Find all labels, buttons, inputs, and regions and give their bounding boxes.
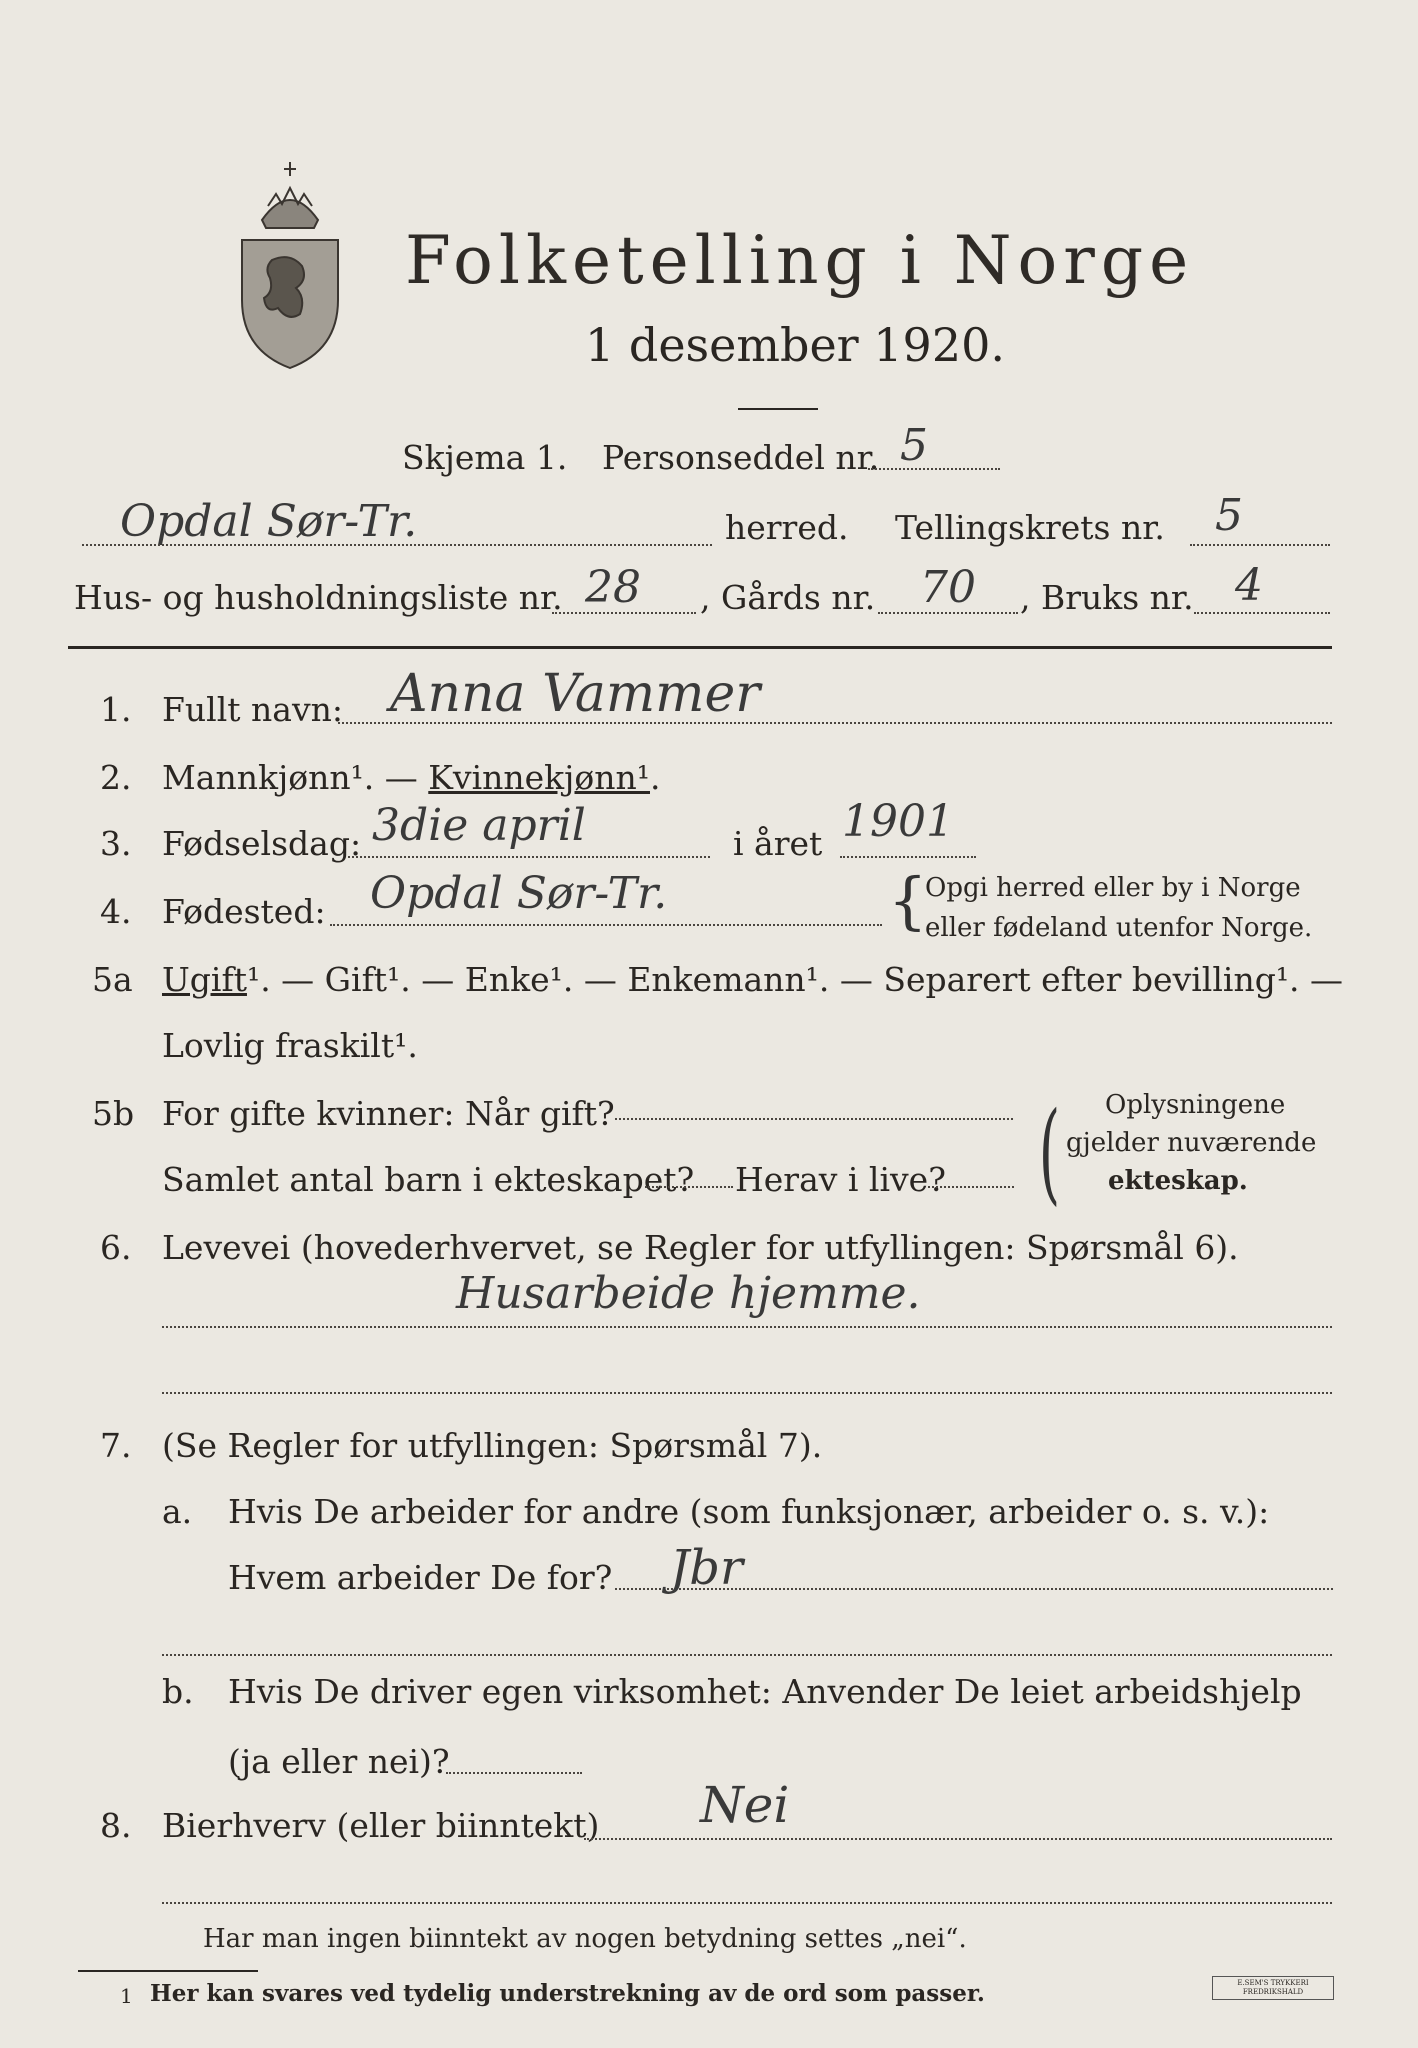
birth-year-value[interactable]: 1901 — [842, 796, 954, 847]
title-divider — [738, 408, 818, 410]
fraskilt-option[interactable]: Lovlig fraskilt¹. — [162, 1026, 418, 1065]
q8-line-2 — [162, 1902, 1332, 1904]
q8-label: Bierhverv (eller biinntekt) — [162, 1806, 600, 1845]
herred-value[interactable]: Opdal Sør-Tr. — [120, 496, 418, 547]
hired-help-line — [446, 1772, 582, 1774]
herred-line — [82, 544, 712, 546]
schema-label: Skjema 1. — [402, 438, 568, 477]
footnote-text: Her kan svares ved tydelig understrekning av de ord som passer. — [150, 1980, 985, 2007]
q3-line — [348, 856, 710, 858]
children-line — [645, 1186, 733, 1188]
husliste-label: Hus- og husholdningsliste nr. — [74, 578, 563, 617]
birthplace-value[interactable]: Opdal Sør-Tr. — [370, 868, 668, 919]
personseddel-label: Personseddel nr. — [602, 438, 880, 477]
q5b-alive-label: Herav i live? — [735, 1160, 946, 1199]
q2-label — [162, 758, 661, 797]
footnote-rule — [78, 1970, 258, 1972]
q4-line — [330, 924, 882, 926]
q5b-note-2: gjelder nuværende — [1066, 1128, 1317, 1158]
q5b-number: 5b — [92, 1094, 135, 1133]
printer-stamp: E.SEM'S TRYKKERI FREDRIKSHALD — [1212, 1976, 1334, 2000]
personseddel-line — [868, 468, 1000, 470]
q3-number: 3. — [100, 824, 132, 863]
q7b-letter: b. — [162, 1672, 194, 1711]
year-line — [840, 856, 976, 858]
q5b-note-1: Oplysningene — [1105, 1090, 1286, 1120]
q7-number: 7. — [100, 1426, 132, 1465]
personseddel-value[interactable]: 5 — [900, 420, 928, 471]
q1-number: 1. — [100, 690, 132, 729]
q2-period: . — [650, 758, 661, 797]
tellingskrets-label: Tellingskrets nr. — [895, 508, 1165, 547]
side-income-value[interactable]: Nei — [700, 1776, 790, 1834]
q4-note-2: eller fødeland utenfor Norge. — [925, 913, 1313, 943]
husliste-value[interactable]: 28 — [585, 562, 641, 613]
birthday-value[interactable]: 3die april — [372, 800, 586, 851]
tellingskrets-value[interactable]: 5 — [1215, 490, 1243, 541]
q3-label: Fødselsdag: — [162, 824, 362, 863]
occupation-value[interactable]: Husarbeide hjemme. — [456, 1268, 921, 1319]
q4-note-1: Opgi herred eller by i Norge — [925, 873, 1301, 903]
header-divider — [68, 646, 1332, 649]
q6-label: Levevei (hovederhvervet, se Regler for utfyllingen: Spørsmål 6). — [162, 1228, 1239, 1267]
footnote-number: 1 — [120, 1984, 133, 2008]
marital-other-options[interactable]: ¹. — Gift¹. — Enke¹. — Enkemann¹. — Separert efter bevilling¹. — — [246, 960, 1344, 999]
tellingskrets-line — [1190, 544, 1330, 546]
married-when-line — [615, 1118, 1013, 1120]
q6-number: 6. — [100, 1228, 132, 1267]
gards-label: , Gårds nr. — [700, 578, 876, 617]
mannkjonn-option[interactable]: Mannkjønn¹. — — [162, 758, 429, 797]
ugift-option[interactable]: Ugift — [162, 960, 247, 999]
q7a-letter: a. — [162, 1492, 193, 1531]
census-date: 1 desember 1920. — [585, 318, 1005, 372]
kvinnekjonn-option[interactable]: Kvinnekjønn¹ — [428, 758, 650, 797]
bruks-line — [1194, 612, 1330, 614]
full-name-value[interactable]: Anna Vammer — [390, 664, 761, 724]
gards-value[interactable]: 70 — [920, 562, 976, 613]
q4-brace: { — [888, 864, 928, 937]
q5a-options — [162, 960, 1343, 999]
q5b-label: For gifte kvinner: Når gift? — [162, 1094, 615, 1133]
q4-label: Fødested: — [162, 892, 326, 931]
form-title: Folketelling i Norge — [405, 222, 1195, 299]
herred-label: herred. — [725, 508, 849, 547]
bruks-value[interactable]: 4 — [1235, 560, 1263, 611]
alive-line — [928, 1186, 1014, 1188]
q7-label: (Se Regler for utfyllingen: Spørsmål 7). — [162, 1426, 823, 1465]
q5b-children-label: Samlet antal barn i ekteskapet? — [162, 1160, 695, 1199]
footer-note: Har man ingen biinntekt av nogen betydning settes „nei“. — [203, 1924, 967, 1954]
q6-line-1 — [162, 1326, 1332, 1328]
q7b-label: Hvis De driver egen virksomhet: Anvender De leiet arbeidshjelp — [228, 1672, 1302, 1711]
bruks-label: , Bruks nr. — [1020, 578, 1194, 617]
q5a-number: 5a — [92, 960, 133, 999]
employer-value[interactable]: Jbr — [670, 1540, 743, 1596]
q5b-note-3: ekteskap. — [1108, 1166, 1248, 1196]
q7b-question: (ja eller nei)? — [228, 1742, 450, 1781]
q8-number: 8. — [100, 1806, 132, 1845]
q2-number: 2. — [100, 758, 132, 797]
q8-line — [584, 1838, 1332, 1840]
q5b-brace: ( — [1038, 1088, 1061, 1216]
q1-label: Fullt navn: — [162, 690, 343, 729]
coat-of-arms-icon — [232, 160, 348, 370]
q4-number: 4. — [100, 892, 132, 931]
q7a-line-2 — [162, 1654, 1332, 1656]
year-label: i året — [733, 824, 823, 863]
q6-line-2 — [162, 1392, 1332, 1394]
q7a-label: Hvis De arbeider for andre (som funksjonær, arbeider o. s. v.): — [228, 1492, 1270, 1531]
q7a-question: Hvem arbeider De for? — [228, 1558, 613, 1597]
